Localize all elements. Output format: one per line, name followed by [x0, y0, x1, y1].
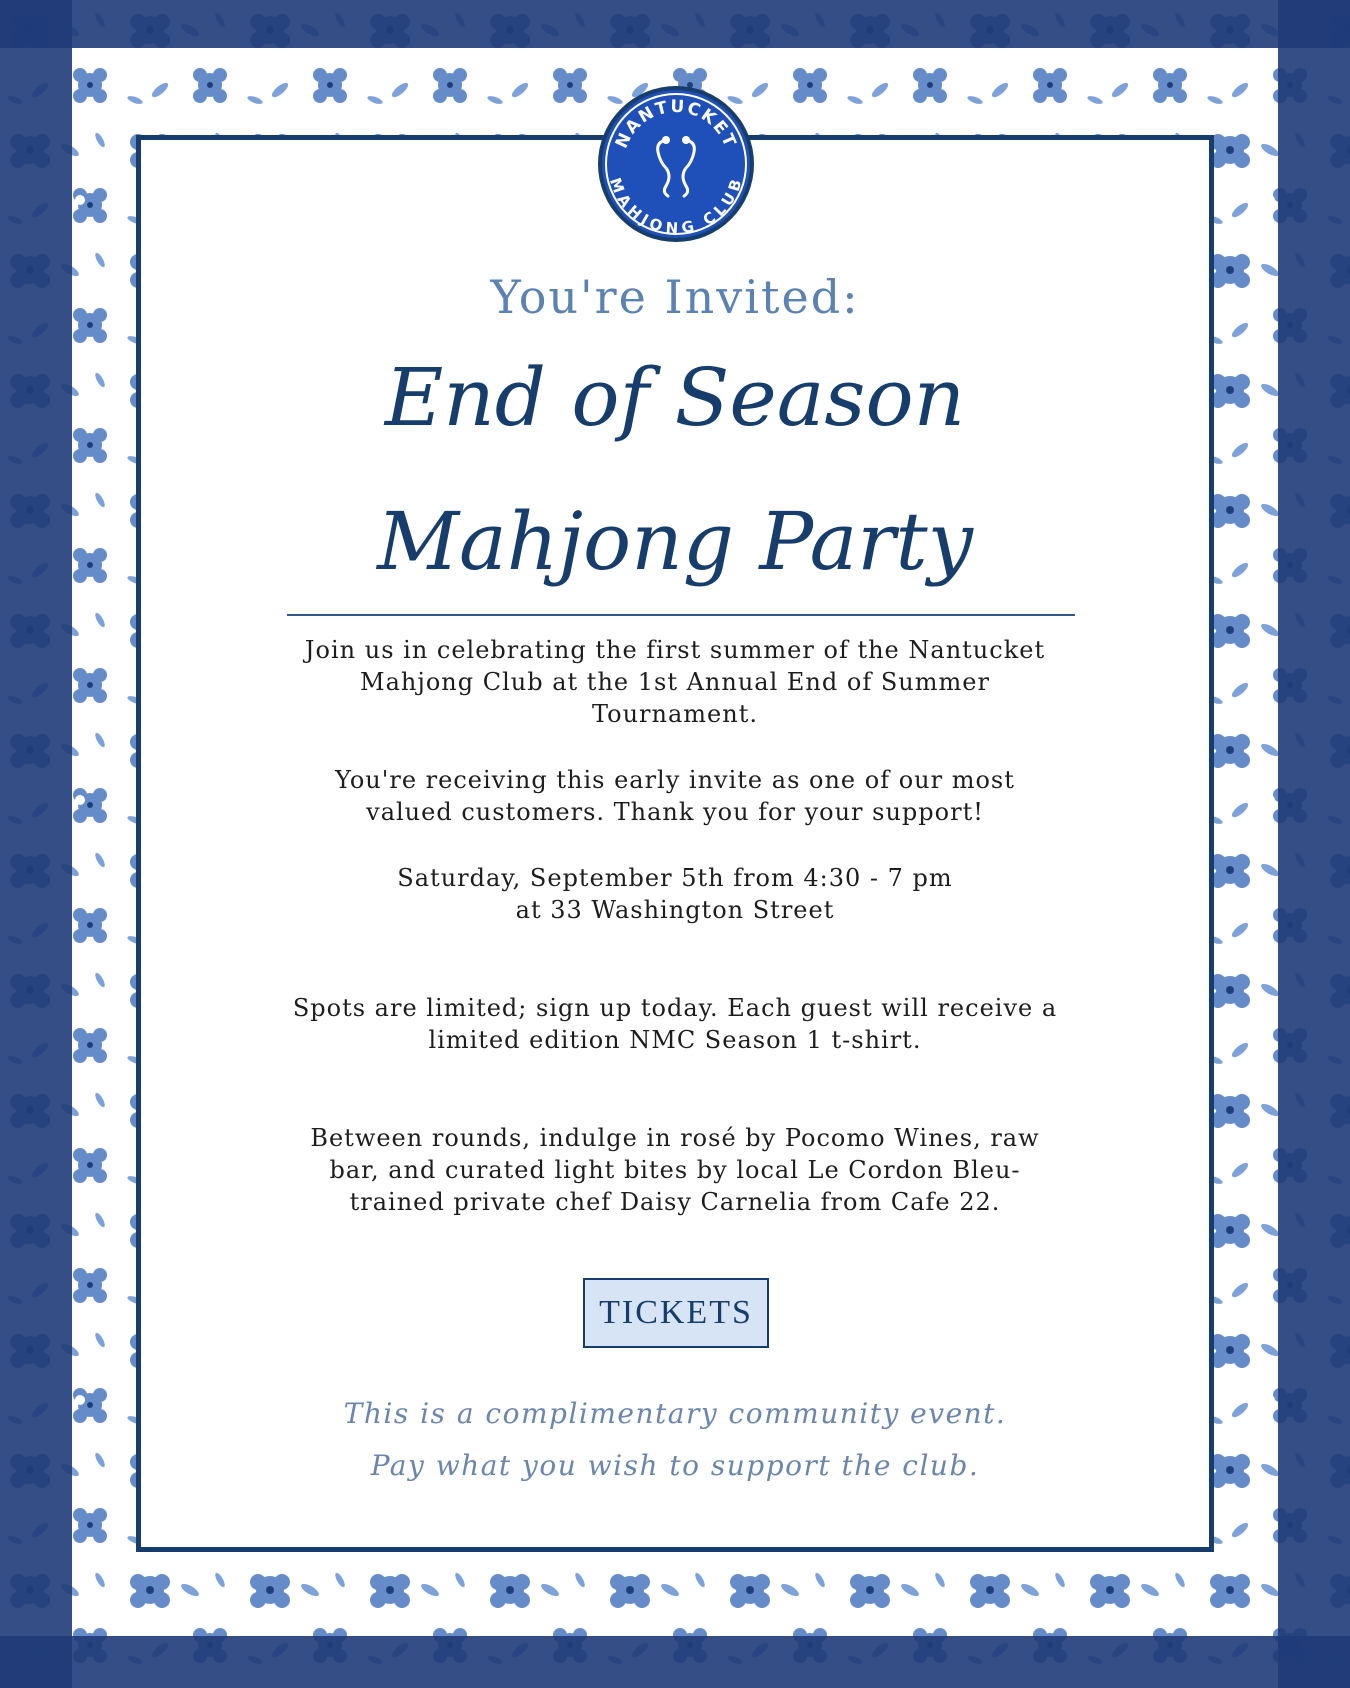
title-divider: [287, 614, 1075, 616]
event-title-line-1: End of Season: [384, 351, 966, 444]
logo-top-text: NANTUCKET: [611, 96, 741, 152]
invitation-card: [136, 135, 1214, 1552]
early-invite-paragraph: You're receiving this early invite as one of our most valued customers. Thank you for your support!: [335, 766, 1015, 826]
complimentary-note-line-1: This is a complimentary community event.: [343, 1397, 1007, 1430]
logo-bottom-text: MAHJONG CLUB: [605, 175, 746, 238]
invited-heading: You're Invited:: [490, 270, 860, 324]
tickets-button[interactable]: TICKETS: [583, 1278, 769, 1348]
complimentary-note-line-2: Pay what you wish to support the club.: [370, 1449, 980, 1482]
event-title-line-2: Mahjong Party: [377, 495, 973, 588]
food-drinks-paragraph: Between rounds, indulge in rosé by Pocomo Wines, raw bar, and curated light bites by local Le Cordon Bleu- trained private chef Daisy Carnelia from Cafe 22.: [310, 1124, 1040, 1216]
spots-limited-paragraph: Spots are limited; sign up today. Each guest will receive a limited edition NMC Season 1 t-shirt.: [292, 994, 1058, 1054]
club-logo: [596, 84, 756, 244]
date-location-paragraph: Saturday, September 5th from 4:30 - 7 pm at 33 Washington Street: [397, 864, 953, 924]
intro-paragraph: Join us in celebrating the first summer of the Nantucket Mahjong Club at the 1st Annual End of Summer Tournament.: [304, 636, 1046, 728]
